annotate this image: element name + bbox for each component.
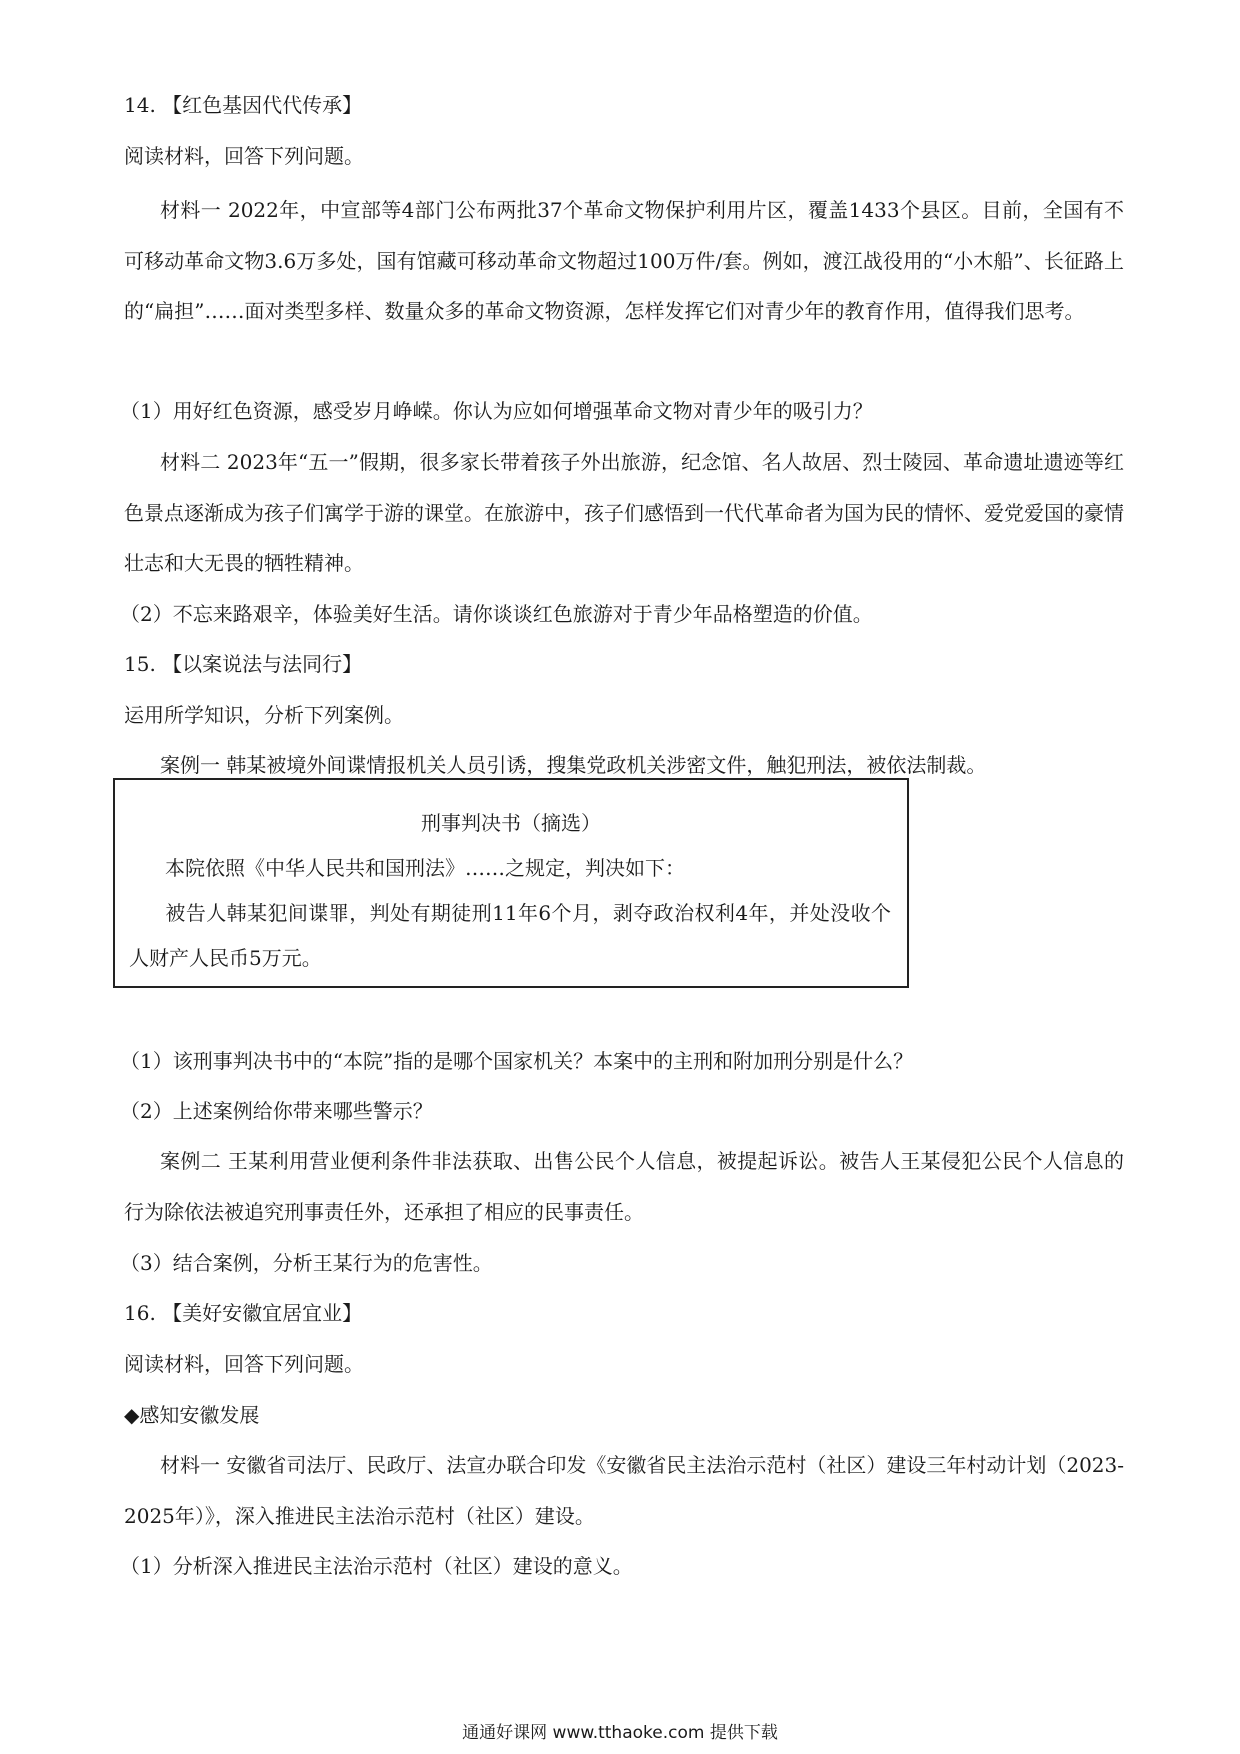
judgment-line-1: 本院依照《中华人民共和国刑法》……之规定，判决如下： — [165, 856, 685, 880]
q15-subquestion-2: （2）上述案例给你带来哪些警示？ — [120, 1099, 433, 1123]
q15-case2: 案例二 王某利用营业便利条件非法获取、出售公民个人信息，被提起诉讼。被告人王某侵犯公民个人信息的行为除依法被追究刑事责任外，还承担了相应的民事责任。 — [124, 1149, 1124, 1224]
judgment-text — [129, 846, 891, 981]
judgment-title: 刑事判决书（摘选） — [421, 811, 601, 835]
q15-title: 15. 【以案说法与法同行】 — [124, 652, 363, 676]
judgment-line-2: 被告人韩某犯间谍罪，判处有期徒刑11年6个月，剥夺政治权利4年，并处没收个人财产人民币5万元。 — [129, 901, 891, 970]
q14-title: 14. 【红色基因代代传承】 — [124, 93, 363, 117]
q14-subquestion-2: （2）不忘来路艰辛，体验美好生活。请你谈谈红色旅游对于青少年品格塑造的价值。 — [120, 602, 873, 626]
page-footer: 通通好课网 www.tthaoke.com 提供下载 — [462, 1723, 778, 1743]
q14-material2: 材料二 2023年“五一”假期，很多家长带着孩子外出旅游，纪念馆、名人故居、烈士陵园、革命遗址遗迹等红色景点逐渐成为孩子们寓学于游的课堂。在旅游中，孩子们感悟到一代代革命者为国为民的情怀、爱党爱国的豪情壮志和大无畏的牺牲精神。 — [124, 450, 1124, 575]
q14-subquestion-1: （1）用好红色资源，感受岁月峥嵘。你认为应如何增强革命文物对青少年的吸引力？ — [120, 399, 873, 423]
q15-instruction: 运用所学知识，分析下列案例。 — [124, 703, 404, 727]
q15-subquestion-1: （1）该刑事判决书中的“本院”指的是哪个国家机关？本案中的主刑和附加刑分别是什么？ — [120, 1049, 914, 1073]
q16-title: 16. 【美好安徽宜居宜业】 — [124, 1301, 363, 1325]
q16-instruction: 阅读材料，回答下列问题。 — [124, 1352, 364, 1376]
q14-instruction: 阅读材料，回答下列问题。 — [124, 144, 364, 168]
judgment-excerpt-box — [113, 778, 909, 988]
q16-subquestion-1: （1）分析深入推进民主法治示范村（社区）建设的意义。 — [120, 1554, 633, 1578]
q16-material1: 材料一 安徽省司法厅、民政厅、法宣办联合印发《安徽省民主法治示范村（社区）建设三年村动计划（2023-2025年）》，深入推进民主法治示范村（社区）建设。 — [124, 1453, 1125, 1528]
q14-material1: 材料一 2022年，中宣部等4部门公布两批37个革命文物保护利用片区，覆盖1433个县区。目前，全国有不可移动革命文物3.6万多处，国有馆藏可移动革命文物超过100万件/套。例如，渡江战役用的“小木船”、长征路上的“扁担”……面对类型多样、数量众多的革命文物资源，怎样发挥它们对青少年的教育作用，值得我们思考。 — [124, 198, 1124, 323]
q16-section-heading: ◆感知安徽发展 — [124, 1403, 260, 1427]
q15-case1: 案例一 韩某被境外间谍情报机关人员引诱，搜集党政机关涉密文件，触犯刑法，被依法制裁。 — [160, 753, 987, 777]
q15-subquestion-3: （3）结合案例，分析王某行为的危害性。 — [120, 1251, 493, 1275]
